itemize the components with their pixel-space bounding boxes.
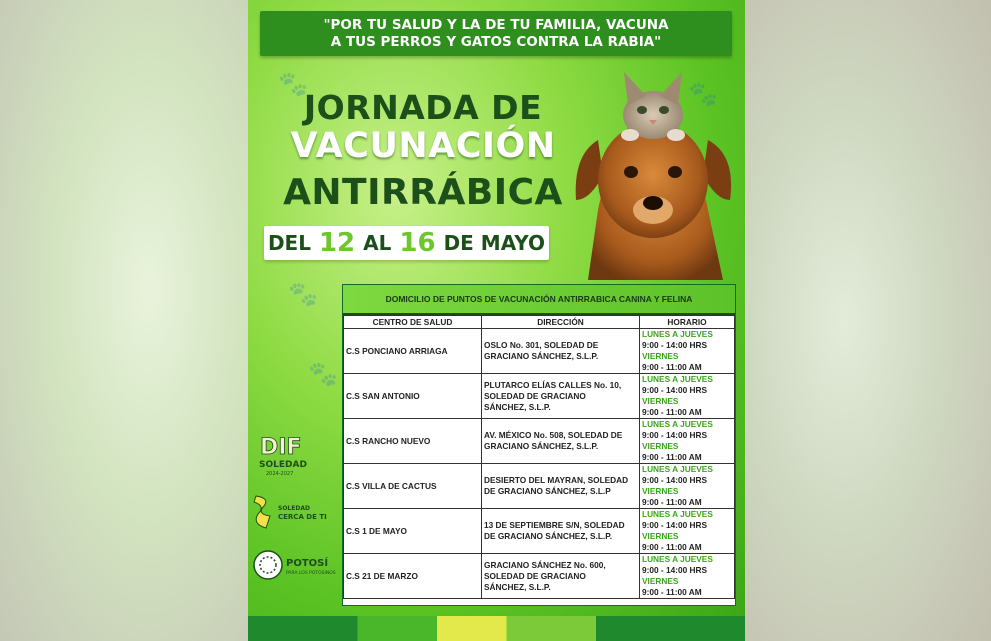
schedule-hours: 9:00 - 11:00 AM bbox=[642, 452, 702, 462]
schedule-days: VIERNES bbox=[642, 576, 679, 586]
date-al: AL bbox=[363, 231, 392, 255]
schedule-days: VIERNES bbox=[642, 486, 679, 496]
table-row bbox=[344, 464, 735, 509]
slogan-line-2: A TUS PERROS Y GATOS CONTRA LA RABIA" bbox=[330, 33, 662, 50]
schedule-hours: 9:00 - 14:00 HRS bbox=[642, 475, 708, 485]
potosi-logo bbox=[252, 548, 340, 582]
address-line: GRACIANO SÁNCHEZ, S.L.P. bbox=[484, 441, 599, 451]
health-center-cell: C.S RANCHO NUEVO bbox=[344, 419, 482, 464]
column-header: HORARIO bbox=[640, 316, 735, 329]
schedule-hours: 9:00 - 14:00 HRS bbox=[642, 565, 708, 575]
column-header: DIRECCIÓN bbox=[482, 316, 640, 329]
slogan-banner bbox=[260, 11, 732, 56]
schedule-hours: 9:00 - 14:00 HRS bbox=[642, 385, 708, 395]
dif-logo-name: DIF bbox=[260, 435, 302, 460]
address-cell bbox=[482, 464, 640, 509]
title-line-1: JORNADA DE bbox=[303, 88, 543, 127]
address-line: SOLEDAD DE GRACIANO bbox=[484, 570, 586, 581]
schedule-cell bbox=[640, 554, 735, 599]
soledad-cerca-de-ti-logo bbox=[252, 494, 332, 530]
date-range-badge bbox=[264, 226, 549, 260]
vaccination-points-table bbox=[342, 284, 736, 606]
address-line: SÁNCHEZ, S.L.P. bbox=[484, 401, 551, 412]
address-cell bbox=[482, 374, 640, 419]
health-center-cell: C.S SAN ANTONIO bbox=[344, 374, 482, 419]
table-row bbox=[344, 554, 735, 599]
blurred-background-left bbox=[0, 0, 248, 641]
schedule-hours: 9:00 - 11:00 AM bbox=[642, 407, 702, 417]
schedule-hours: 9:00 - 14:00 HRS bbox=[642, 340, 708, 350]
address-line: AV. MÉXICO No. 508, SOLEDAD DE bbox=[484, 430, 623, 440]
address-line: 13 DE SEPTIEMBRE S/N, SOLEDAD bbox=[484, 520, 625, 530]
table-row bbox=[344, 329, 735, 374]
paw-print-icon: 🐾 bbox=[288, 280, 318, 308]
health-center-cell: C.S 21 DE MARZO bbox=[344, 554, 482, 599]
title-line-3: ANTIRRÁBICA bbox=[283, 172, 563, 213]
paw-print-icon: 🐾 bbox=[308, 360, 338, 388]
address-line: OSLO No. 301, SOLEDAD DE bbox=[484, 340, 599, 350]
dog-and-cat-image bbox=[558, 60, 743, 280]
address-line: DE GRACIANO SÁNCHEZ, S.L.P bbox=[484, 486, 611, 496]
schedule-table bbox=[343, 315, 735, 599]
dif-logo-years: 2024-2027 bbox=[266, 471, 294, 477]
table-caption: DOMICILIO DE PUNTOS DE VACUNACIÓN ANTIRRABICA CANINA Y FELINA bbox=[343, 285, 735, 315]
table-row bbox=[344, 509, 735, 554]
address-line: DE GRACIANO SÁNCHEZ, S.L.P. bbox=[484, 531, 613, 541]
schedule-cell bbox=[640, 464, 735, 509]
schedule-hours: 9:00 - 14:00 HRS bbox=[642, 520, 708, 530]
health-center-cell: C.S VILLA DE CACTUS bbox=[344, 464, 482, 509]
schedule-days: VIERNES bbox=[642, 351, 679, 361]
table-row bbox=[344, 419, 735, 464]
date-month: DE MAYO bbox=[443, 231, 546, 255]
date-end: 16 bbox=[399, 228, 436, 258]
schedule-cell bbox=[640, 374, 735, 419]
schedule-hours: 9:00 - 11:00 AM bbox=[642, 587, 702, 597]
vaccination-poster bbox=[248, 0, 745, 641]
dif-soledad-logo bbox=[254, 430, 316, 478]
schedule-hours: 9:00 - 11:00 AM bbox=[642, 362, 702, 372]
schedule-cell bbox=[640, 329, 735, 374]
date-del: DEL bbox=[267, 231, 311, 255]
schedule-cell bbox=[640, 509, 735, 554]
paw-print-icon: 🐾 bbox=[278, 70, 308, 98]
soledad-logo-line1: SOLEDAD bbox=[278, 505, 310, 512]
schedule-days: LUNES A JUEVES bbox=[642, 554, 713, 564]
address-line: SÁNCHEZ, S.L.P. bbox=[484, 581, 551, 592]
title-line-2: VACUNACIÓN bbox=[290, 126, 556, 166]
dif-logo-sub: SOLEDAD bbox=[259, 460, 307, 470]
column-header: CENTRO DE SALUD bbox=[344, 316, 482, 329]
schedule-days: VIERNES bbox=[642, 441, 679, 451]
address-line: DESIERTO DEL MAYRAN, SOLEDAD bbox=[484, 475, 629, 485]
potosi-logo-tag: PARA LOS POTOSINOS bbox=[286, 571, 336, 576]
date-start: 12 bbox=[318, 228, 356, 258]
schedule-days: LUNES A JUEVES bbox=[642, 374, 713, 384]
address-cell bbox=[482, 554, 640, 599]
schedule-cell bbox=[640, 419, 735, 464]
schedule-hours: 9:00 - 11:00 AM bbox=[642, 497, 702, 507]
address-line: GRACIANO SÁNCHEZ No. 600, bbox=[484, 559, 606, 570]
schedule-hours: 9:00 - 14:00 HRS bbox=[642, 430, 708, 440]
address-line: PLUTARCO ELÍAS CALLES No. 10, bbox=[484, 379, 622, 390]
table-row bbox=[344, 374, 735, 419]
health-center-cell: C.S 1 DE MAYO bbox=[344, 509, 482, 554]
slogan-line-1: "POR TU SALUD Y LA DE TU FAMILIA, VACUNA bbox=[323, 16, 669, 33]
footer-color-band bbox=[248, 616, 745, 641]
paw-print-icon: 🐾 bbox=[688, 80, 718, 108]
address-cell bbox=[482, 329, 640, 374]
blurred-background-right bbox=[745, 0, 991, 641]
address-line: GRACIANO SÁNCHEZ, S.L.P. bbox=[484, 351, 599, 361]
potosi-logo-name: POTOSÍ bbox=[286, 558, 329, 569]
address-line: SOLEDAD DE GRACIANO bbox=[484, 390, 586, 401]
schedule-days: LUNES A JUEVES bbox=[642, 509, 713, 519]
schedule-days: LUNES A JUEVES bbox=[642, 464, 713, 474]
address-cell bbox=[482, 509, 640, 554]
health-center-cell: C.S PONCIANO ARRIAGA bbox=[344, 329, 482, 374]
schedule-days: VIERNES bbox=[642, 396, 679, 406]
schedule-days: LUNES A JUEVES bbox=[642, 329, 713, 339]
soledad-logo-line2: CERCA DE TI bbox=[278, 513, 327, 521]
schedule-days: LUNES A JUEVES bbox=[642, 419, 713, 429]
address-cell bbox=[482, 419, 640, 464]
schedule-days: VIERNES bbox=[642, 531, 679, 541]
schedule-hours: 9:00 - 11:00 AM bbox=[642, 542, 702, 552]
